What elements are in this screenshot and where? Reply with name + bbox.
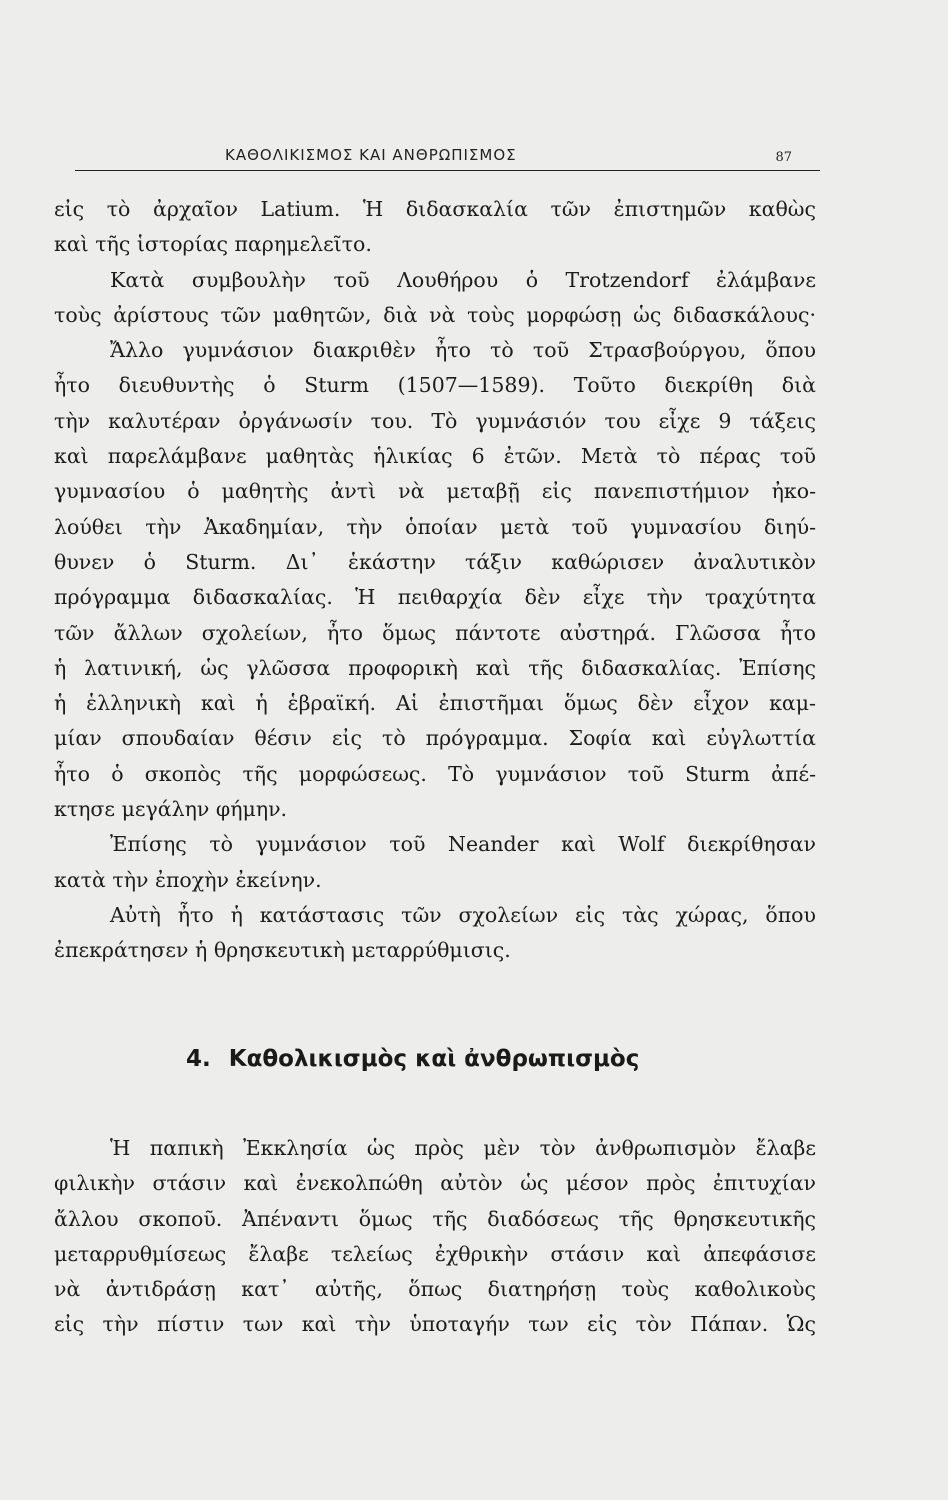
section-number: 4. bbox=[186, 1046, 211, 1072]
page-number: 87 bbox=[775, 150, 792, 165]
text-line: Κατὰ συμβουλὴν τοῦ Λουθήρου ὁ Trotzendorf ἐλάμβανε bbox=[110, 267, 816, 292]
text-line: κατὰ τὴν ἐποχὴν ἐκείνην. bbox=[54, 867, 322, 892]
text-line: λούθει τὴν Ἀκαδημίαν, τὴν ὁποίαν μετὰ τοῦ γυμνασίου διηύ- bbox=[54, 514, 816, 539]
text-line: τῶν ἄλλων σχολείων, ἦτο ὅμως πάντοτε αὐστηρά. Γλῶσσα ἦτο bbox=[54, 620, 816, 645]
text-line: μίαν σπουδαίαν θέσιν εἰς τὸ πρόγραμμα. Σοφία καὶ εὐγλωττία bbox=[54, 726, 816, 751]
text-line: ἄλλου σκοποῦ. Ἀπέναντι ὅμως τῆς διαδόσεως τῆς θρησκευτικῆς bbox=[54, 1206, 816, 1231]
text-line: μεταρρυθμίσεως ἔλαβε τελείως ἐχθρικὴν στάσιν καὶ ἀπεφάσισε bbox=[54, 1241, 816, 1266]
text-line: φιλικὴν στάσιν καὶ ἐνεκολπώθη αὐτὸν ὡς μέσον πρὸς ἐπιτυχίαν bbox=[54, 1171, 816, 1196]
text-line: ἦτο διευθυντὴς ὁ Sturm (1507—1589). Τοῦτο διεκρίθη διὰ bbox=[54, 373, 816, 398]
text-line: Ἐπίσης τὸ γυμνάσιον τοῦ Neander καὶ Wolf διεκρίθησαν bbox=[110, 832, 816, 857]
text-line: ἡ ἑλληνικὴ καὶ ἡ ἑβραϊκή. Αἱ ἐπιστῆμαι ὅμως δὲν εἶχον καμ- bbox=[54, 691, 816, 716]
section-heading bbox=[186, 1046, 639, 1072]
text-line: εἰς τὴν πίστιν των καὶ τὴν ὑποταγήν των εἰς τὸν Πάπαν. Ὡς bbox=[54, 1312, 816, 1337]
text-line: Αὐτὴ ἦτο ἡ κατάστασις τῶν σχολείων εἰς τὰς χώρας, ὅπου bbox=[110, 902, 816, 927]
text-line: γυμνασίου ὁ μαθητὴς ἀντὶ νὰ μεταβῇ εἰς πανεπιστήμιον ἠκο- bbox=[54, 479, 816, 504]
body-text-section-2 bbox=[54, 1131, 816, 1343]
text-line: Ἄλλο γυμνάσιον διακριθὲν ἦτο τὸ τοῦ Στρασβούργου, ὅπου bbox=[110, 338, 816, 363]
page-header bbox=[75, 146, 820, 171]
text-line: ἡ λατινική, ὡς γλῶσσα προφορικὴ καὶ τῆς διδασκαλίας. Ἐπίσης bbox=[54, 655, 816, 680]
text-line: πρόγραμμα διδασκαλίας. Ἡ πειθαρχία δὲν εἶχε τὴν τραχύτητα bbox=[54, 585, 816, 610]
text-line: τὴν καλυτέραν ὀργάνωσίν του. Τὸ γυμνάσιόν του εἶχε 9 τάξεις bbox=[54, 408, 816, 433]
text-line: κτησε μεγάλην φήμην. bbox=[54, 797, 288, 822]
text-line: Ἡ παπικὴ Ἐκκλησία ὡς πρὸς μὲν τὸν ἀνθρωπισμὸν ἔλαβε bbox=[110, 1136, 816, 1160]
text-line: ἦτο ὁ σκοπὸς τῆς μορφώσεως. Τὸ γυμνάσιον τοῦ Sturm ἀπέ- bbox=[54, 761, 816, 786]
text-line: νὰ ἀντιδράσῃ κατ᾿ αὐτῆς, ὅπως διατηρήσῃ τοὺς καθολικοὺς bbox=[54, 1277, 816, 1302]
text-line: θυνεν ὁ Sturm. Δι᾿ ἑκάστην τάξιν καθώρισεν ἀναλυτικὸν bbox=[54, 549, 816, 574]
text-line: καὶ τῆς ἱστορίας παρημελεῖτο. bbox=[54, 232, 372, 257]
text-line: ἐπεκράτησεν ἡ θρησκευτικὴ μεταρρύθμισις. bbox=[54, 938, 511, 963]
text-line: εἰς τὸ ἀρχαῖον Latium. Ἡ διδασκαλία τῶν ἐπιστημῶν καθὼς bbox=[54, 197, 816, 221]
body-text-section-1 bbox=[54, 192, 816, 969]
running-title: ΚΑΘΟΛΙΚΙΣΜΟΣ ΚΑΙ ΑΝΘΡΩΠΙΣΜΟΣ bbox=[225, 146, 517, 164]
text-line: τοὺς ἀρίστους τῶν μαθητῶν, διὰ νὰ τοὺς μορφώσῃ ὡς διδασκάλους· bbox=[54, 302, 816, 327]
section-title: Καθολικισμὸς καὶ ἀνθρωπισμὸς bbox=[228, 1046, 640, 1072]
text-line: καὶ παρελάμβανε μαθητὰς ἡλικίας 6 ἐτῶν. Μετὰ τὸ πέρας τοῦ bbox=[54, 444, 816, 469]
